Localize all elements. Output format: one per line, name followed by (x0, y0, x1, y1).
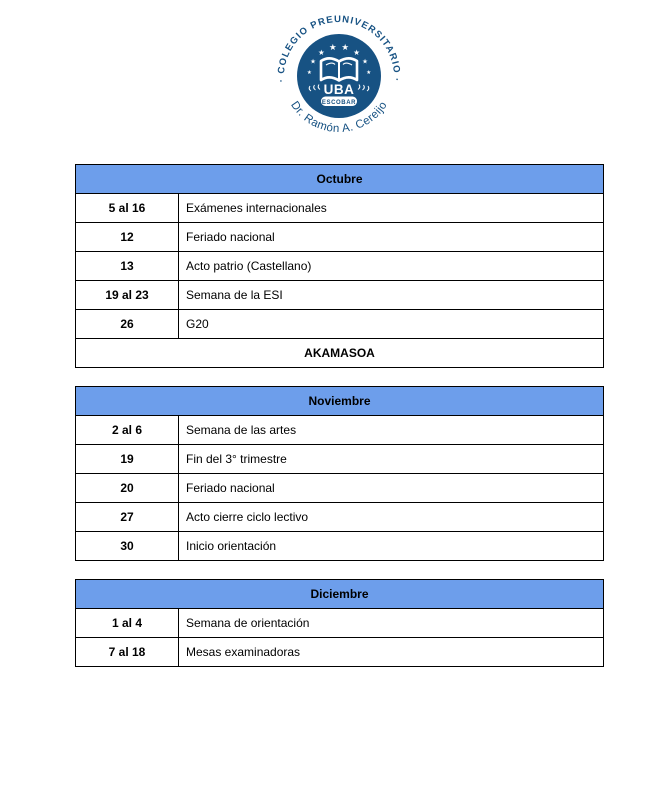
table-header-row (76, 580, 604, 609)
event-cell: Feriado nacional (179, 223, 604, 252)
event-cell: Inicio orientación (179, 532, 604, 561)
event-cell: Feriado nacional (179, 474, 604, 503)
date-cell: 12 (76, 223, 179, 252)
month-title: Noviembre (76, 387, 604, 416)
event-cell: Acto cierre ciclo lectivo (179, 503, 604, 532)
table-row (76, 532, 604, 561)
date-cell: 7 al 18 (76, 638, 179, 667)
date-cell: 5 al 16 (76, 194, 179, 223)
table-header-row (76, 165, 604, 194)
logo-arc-title-text: · COLEGIO PREUNIVERSITARIO · (276, 13, 402, 83)
calendar-table-octubre (75, 164, 604, 368)
event-cell: Semana de orientación (179, 609, 604, 638)
date-cell: 19 (76, 445, 179, 474)
logo-subtitle: ESCOBAR (321, 99, 357, 106)
star-icon: ★ (328, 42, 337, 52)
event-cell: Semana de las artes (179, 416, 604, 445)
footer-cell: AKAMASOA (76, 339, 604, 368)
month-title: Octubre (76, 165, 604, 194)
star-icon: ★ (341, 42, 350, 52)
logo-director-name-text: Dr. Ramón A. Cereijo (288, 99, 390, 136)
date-cell: 30 (76, 532, 179, 561)
calendar-table-diciembre (75, 579, 604, 667)
school-logo (75, 12, 603, 140)
table-row (76, 281, 604, 310)
table-row (76, 609, 604, 638)
date-cell: 27 (76, 503, 179, 532)
school-logo-svg (276, 12, 402, 140)
date-cell: 13 (76, 252, 179, 281)
calendar-table-noviembre (75, 386, 604, 561)
event-cell: Acto patrio (Castellano) (179, 252, 604, 281)
date-cell: 2 al 6 (76, 416, 179, 445)
star-icon: ★ (310, 58, 316, 66)
star-icon: ★ (353, 48, 360, 57)
table-row (76, 503, 604, 532)
month-title: Diciembre (76, 580, 604, 609)
logo-acronym: UBA (323, 82, 355, 97)
table-row (76, 445, 604, 474)
table-row (76, 638, 604, 667)
star-icon: ★ (362, 58, 368, 66)
table-row (76, 223, 604, 252)
star-icon: ★ (318, 48, 325, 57)
date-cell: 19 al 23 (76, 281, 179, 310)
table-row (76, 310, 604, 339)
table-footer-row (76, 339, 604, 368)
table-row (76, 474, 604, 503)
table-row (76, 194, 604, 223)
date-cell: 20 (76, 474, 179, 503)
event-cell: Fin del 3° trimestre (179, 445, 604, 474)
event-cell: Exámenes internacionales (179, 194, 604, 223)
star-icon: ★ (366, 70, 372, 76)
event-cell: Semana de la ESI (179, 281, 604, 310)
date-cell: 1 al 4 (76, 609, 179, 638)
star-icon: ★ (306, 70, 312, 76)
date-cell: 26 (76, 310, 179, 339)
table-row (76, 416, 604, 445)
event-cell: G20 (179, 310, 604, 339)
event-cell: Mesas examinadoras (179, 638, 604, 667)
table-header-row (76, 387, 604, 416)
table-row (76, 252, 604, 281)
